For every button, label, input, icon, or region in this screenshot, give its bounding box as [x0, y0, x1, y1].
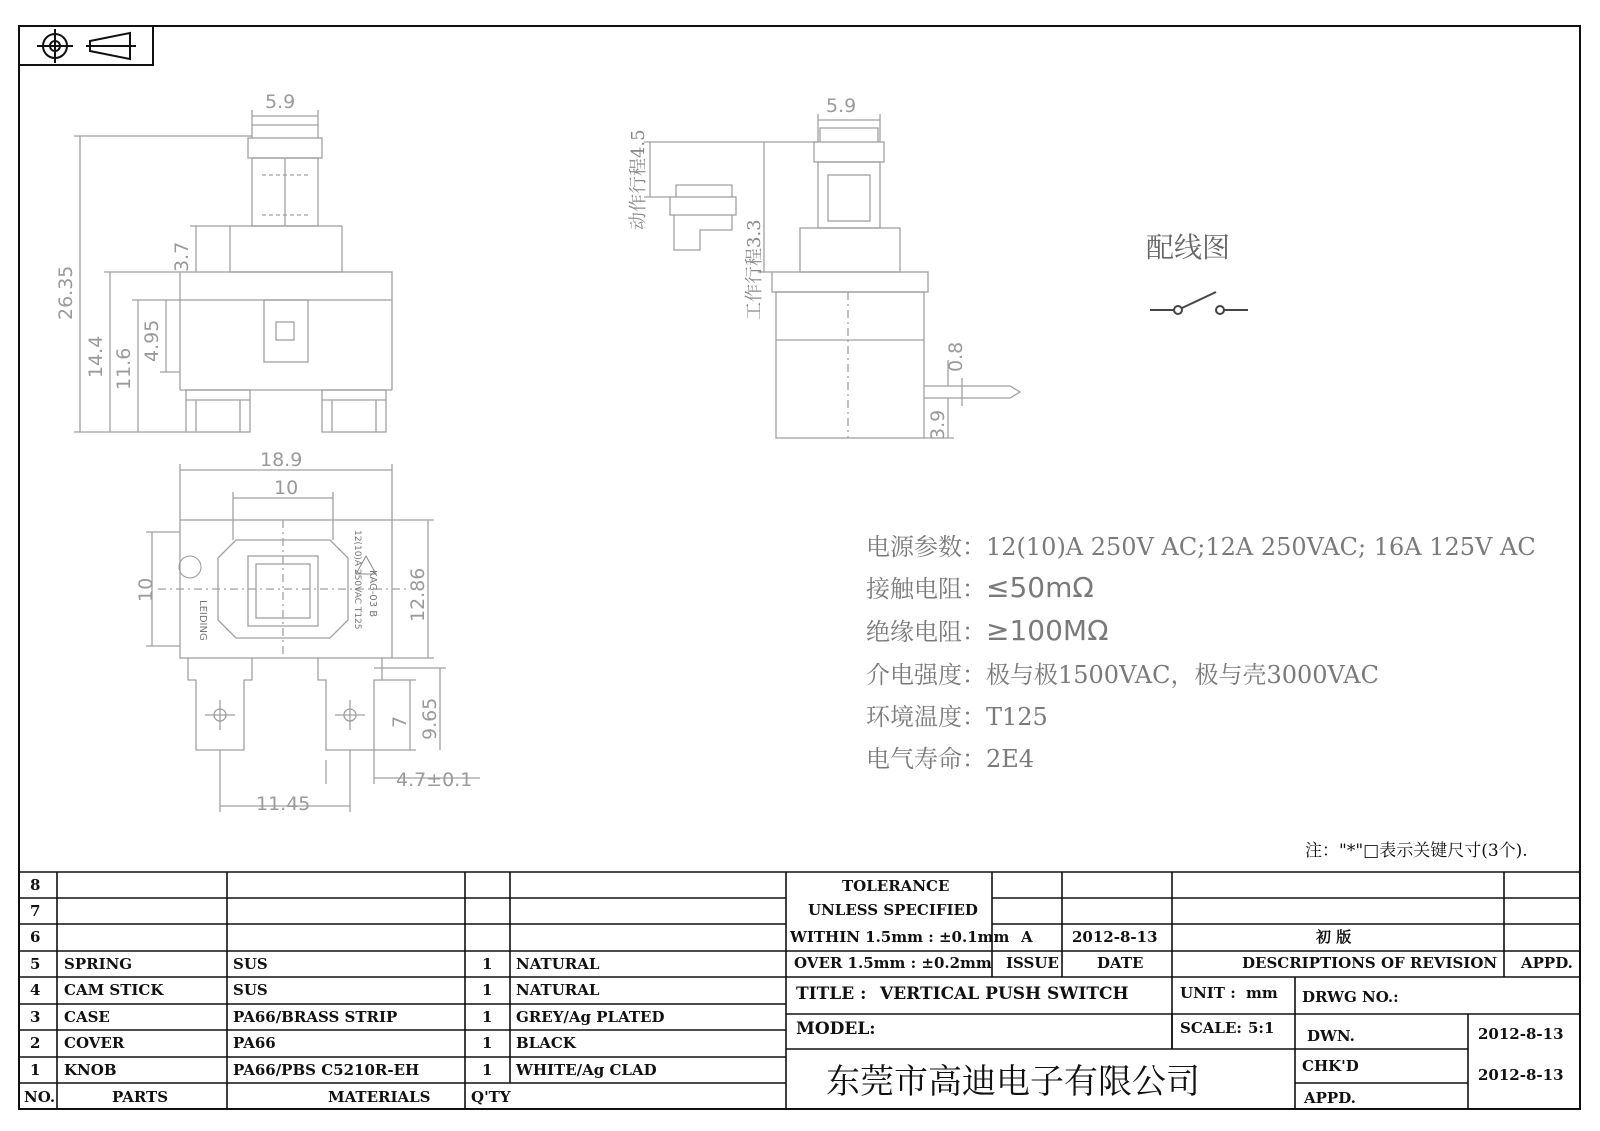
bom-finish: BLACK: [516, 1034, 576, 1052]
spec-power: [866, 527, 1536, 562]
spec-value: T125: [986, 703, 1048, 731]
spec-value: ≤50mΩ: [986, 571, 1094, 604]
spec-value: ≥100MΩ: [986, 614, 1109, 647]
bom-part: COVER: [64, 1034, 125, 1052]
spec-value: 12(10)A 250V AC;12A 250VAC; 16A 125V AC: [986, 533, 1536, 561]
bom-no: 3: [30, 1008, 41, 1026]
dim-term-width: 4.7±0.1: [396, 769, 473, 791]
bom-qty: 1: [482, 1061, 493, 1079]
brand-mark: LEIDING: [197, 600, 208, 641]
checked-date: 2012-8-13: [1478, 1066, 1564, 1084]
bom-material: PA66/BRASS STRIP: [233, 1008, 398, 1026]
bom-finish: NATURAL: [516, 955, 600, 973]
dim-term-h1: 7: [389, 715, 411, 728]
dim-term-spacing: 11.45: [256, 793, 311, 815]
bom-no: 4: [30, 981, 41, 999]
side-view-labels: [628, 95, 967, 440]
bom-no: 1: [30, 1061, 41, 1079]
spec-value: 2E4: [986, 745, 1035, 773]
dim-inner-width: 10: [274, 477, 299, 499]
issue-label: ISSUE: [1006, 954, 1059, 972]
bom-header-no: NO.: [24, 1088, 56, 1106]
bom-no: 5: [30, 955, 41, 973]
scale-value: 5:1: [1248, 1019, 1275, 1037]
unit-value: mm: [1246, 984, 1278, 1002]
date-label: DATE: [1097, 954, 1144, 972]
dim-body-width: 18.9: [260, 449, 303, 471]
spec-label: 绝缘电阻：: [866, 618, 986, 646]
key-dimension-note: 注："*"□表示关键尺寸(3个).: [1305, 841, 1528, 861]
model-mark: KAG-03 B: [367, 570, 378, 618]
bom-part: SPRING: [64, 955, 133, 973]
bom-header-materials: MATERIALS: [328, 1088, 431, 1106]
appd-label: APPD.: [1521, 954, 1573, 972]
spec-label: 接触电阻：: [866, 575, 986, 603]
brand-logo-icon: [179, 556, 201, 578]
dim-term-h2: 9.65: [419, 697, 441, 740]
tolerance-line-1: TOLERANCE: [842, 877, 950, 895]
tolerance-line-2: UNLESS SPECIFIED: [808, 901, 978, 919]
dim-side-work: 工作行程3.3: [744, 219, 765, 320]
scale-label: SCALE:: [1180, 1019, 1242, 1037]
dim-left-height: 10: [135, 577, 157, 602]
bom-material: SUS: [233, 955, 268, 973]
spec-dielectric-strength: [866, 655, 1379, 690]
bom-no: 6: [30, 928, 41, 946]
approved-label: APPD.: [1304, 1089, 1356, 1107]
spec-electrical-life: [866, 739, 1034, 774]
bom-material: PA66/PBS C5210R-EH: [233, 1061, 420, 1079]
tolerance-within: WITHIN 1.5mm : ±0.1mm: [790, 928, 1010, 946]
bom-qty: 1: [482, 1008, 493, 1026]
spec-ambient-temperature: [866, 697, 1048, 732]
drawing-number-label: DRWG NO.:: [1302, 988, 1399, 1006]
bom-finish: NATURAL: [516, 981, 600, 999]
title-label: TITLE :: [796, 984, 867, 1004]
drawn-label: DWN.: [1307, 1027, 1355, 1045]
projection-symbol-icon: [37, 29, 136, 63]
company-name: 东莞市高迪电子有限公司: [826, 1062, 1200, 1102]
model-label: MODEL:: [796, 1019, 876, 1039]
bom-part: CASE: [64, 1008, 110, 1026]
spec-label: 电源参数：: [866, 533, 986, 561]
dim-side-top: 5.9: [826, 95, 857, 117]
spec-contact-resistance: [866, 569, 1094, 604]
dim-side-stroke: 动作行程4.5: [628, 129, 649, 230]
bom-no: 2: [30, 1034, 41, 1052]
bom-finish: GREY/Ag PLATED: [516, 1008, 665, 1026]
bom-no: 7: [30, 902, 41, 920]
dim-step: 3.7: [171, 241, 193, 272]
bom-part: KNOB: [64, 1061, 117, 1079]
dim-h11-6: 11.6: [113, 347, 135, 390]
spec-insulation-resistance: [866, 612, 1108, 647]
revision-description-label: DESCRIPTIONS OF REVISION: [1242, 954, 1498, 972]
tolerance-over: OVER 1.5mm : ±0.2mm: [794, 954, 992, 972]
side-view: [644, 114, 1020, 438]
bom-header-parts: PARTS: [112, 1088, 169, 1106]
dim-top-width: 5.9: [265, 91, 296, 113]
bom-no: 8: [30, 876, 41, 894]
rating-mark: 12(10)A 250VAC T125: [352, 530, 362, 630]
drawing-title: VERTICAL PUSH SWITCH: [880, 984, 1129, 1004]
dim-h14-4: 14.4: [85, 335, 107, 378]
wiring-diagram-title: 配线图: [1146, 231, 1231, 264]
bom-qty: 1: [482, 955, 493, 973]
bom-header-qty: Q'TY: [471, 1088, 511, 1106]
bom-qty: 1: [482, 1034, 493, 1052]
revision-description-value: 初 版: [1316, 928, 1352, 946]
spec-value: 极与极1500VAC，极与壳3000VAC: [986, 661, 1379, 689]
dim-side-thick: 0.8: [945, 341, 967, 372]
bom-part: CAM STICK: [64, 981, 164, 999]
dim-right-height: 12.86: [407, 567, 429, 622]
revision-date-value: 2012-8-13: [1072, 928, 1158, 946]
spec-label: 介电强度：: [866, 661, 986, 689]
drawn-date: 2012-8-13: [1478, 1025, 1564, 1043]
unit-label: UNIT :: [1180, 984, 1236, 1002]
dim-h4-95: 4.95: [141, 319, 163, 362]
dim-total-height: 26.35: [55, 265, 77, 320]
bom-material: PA66: [233, 1034, 276, 1052]
bom-material: SUS: [233, 981, 268, 999]
revision-issue-value: A: [1021, 928, 1033, 946]
spec-label: 电气寿命：: [866, 745, 986, 773]
bottom-view: [146, 464, 480, 812]
spec-label: 环境温度：: [866, 703, 986, 731]
checked-label: CHK'D: [1302, 1057, 1359, 1075]
bottom-view-labels: [135, 449, 472, 815]
bom-finish: WHITE/Ag CLAD: [516, 1061, 657, 1079]
bom-qty: 1: [482, 981, 493, 999]
dim-side-pin: 3.9: [927, 409, 949, 440]
switch-symbol-icon: [1150, 292, 1248, 314]
